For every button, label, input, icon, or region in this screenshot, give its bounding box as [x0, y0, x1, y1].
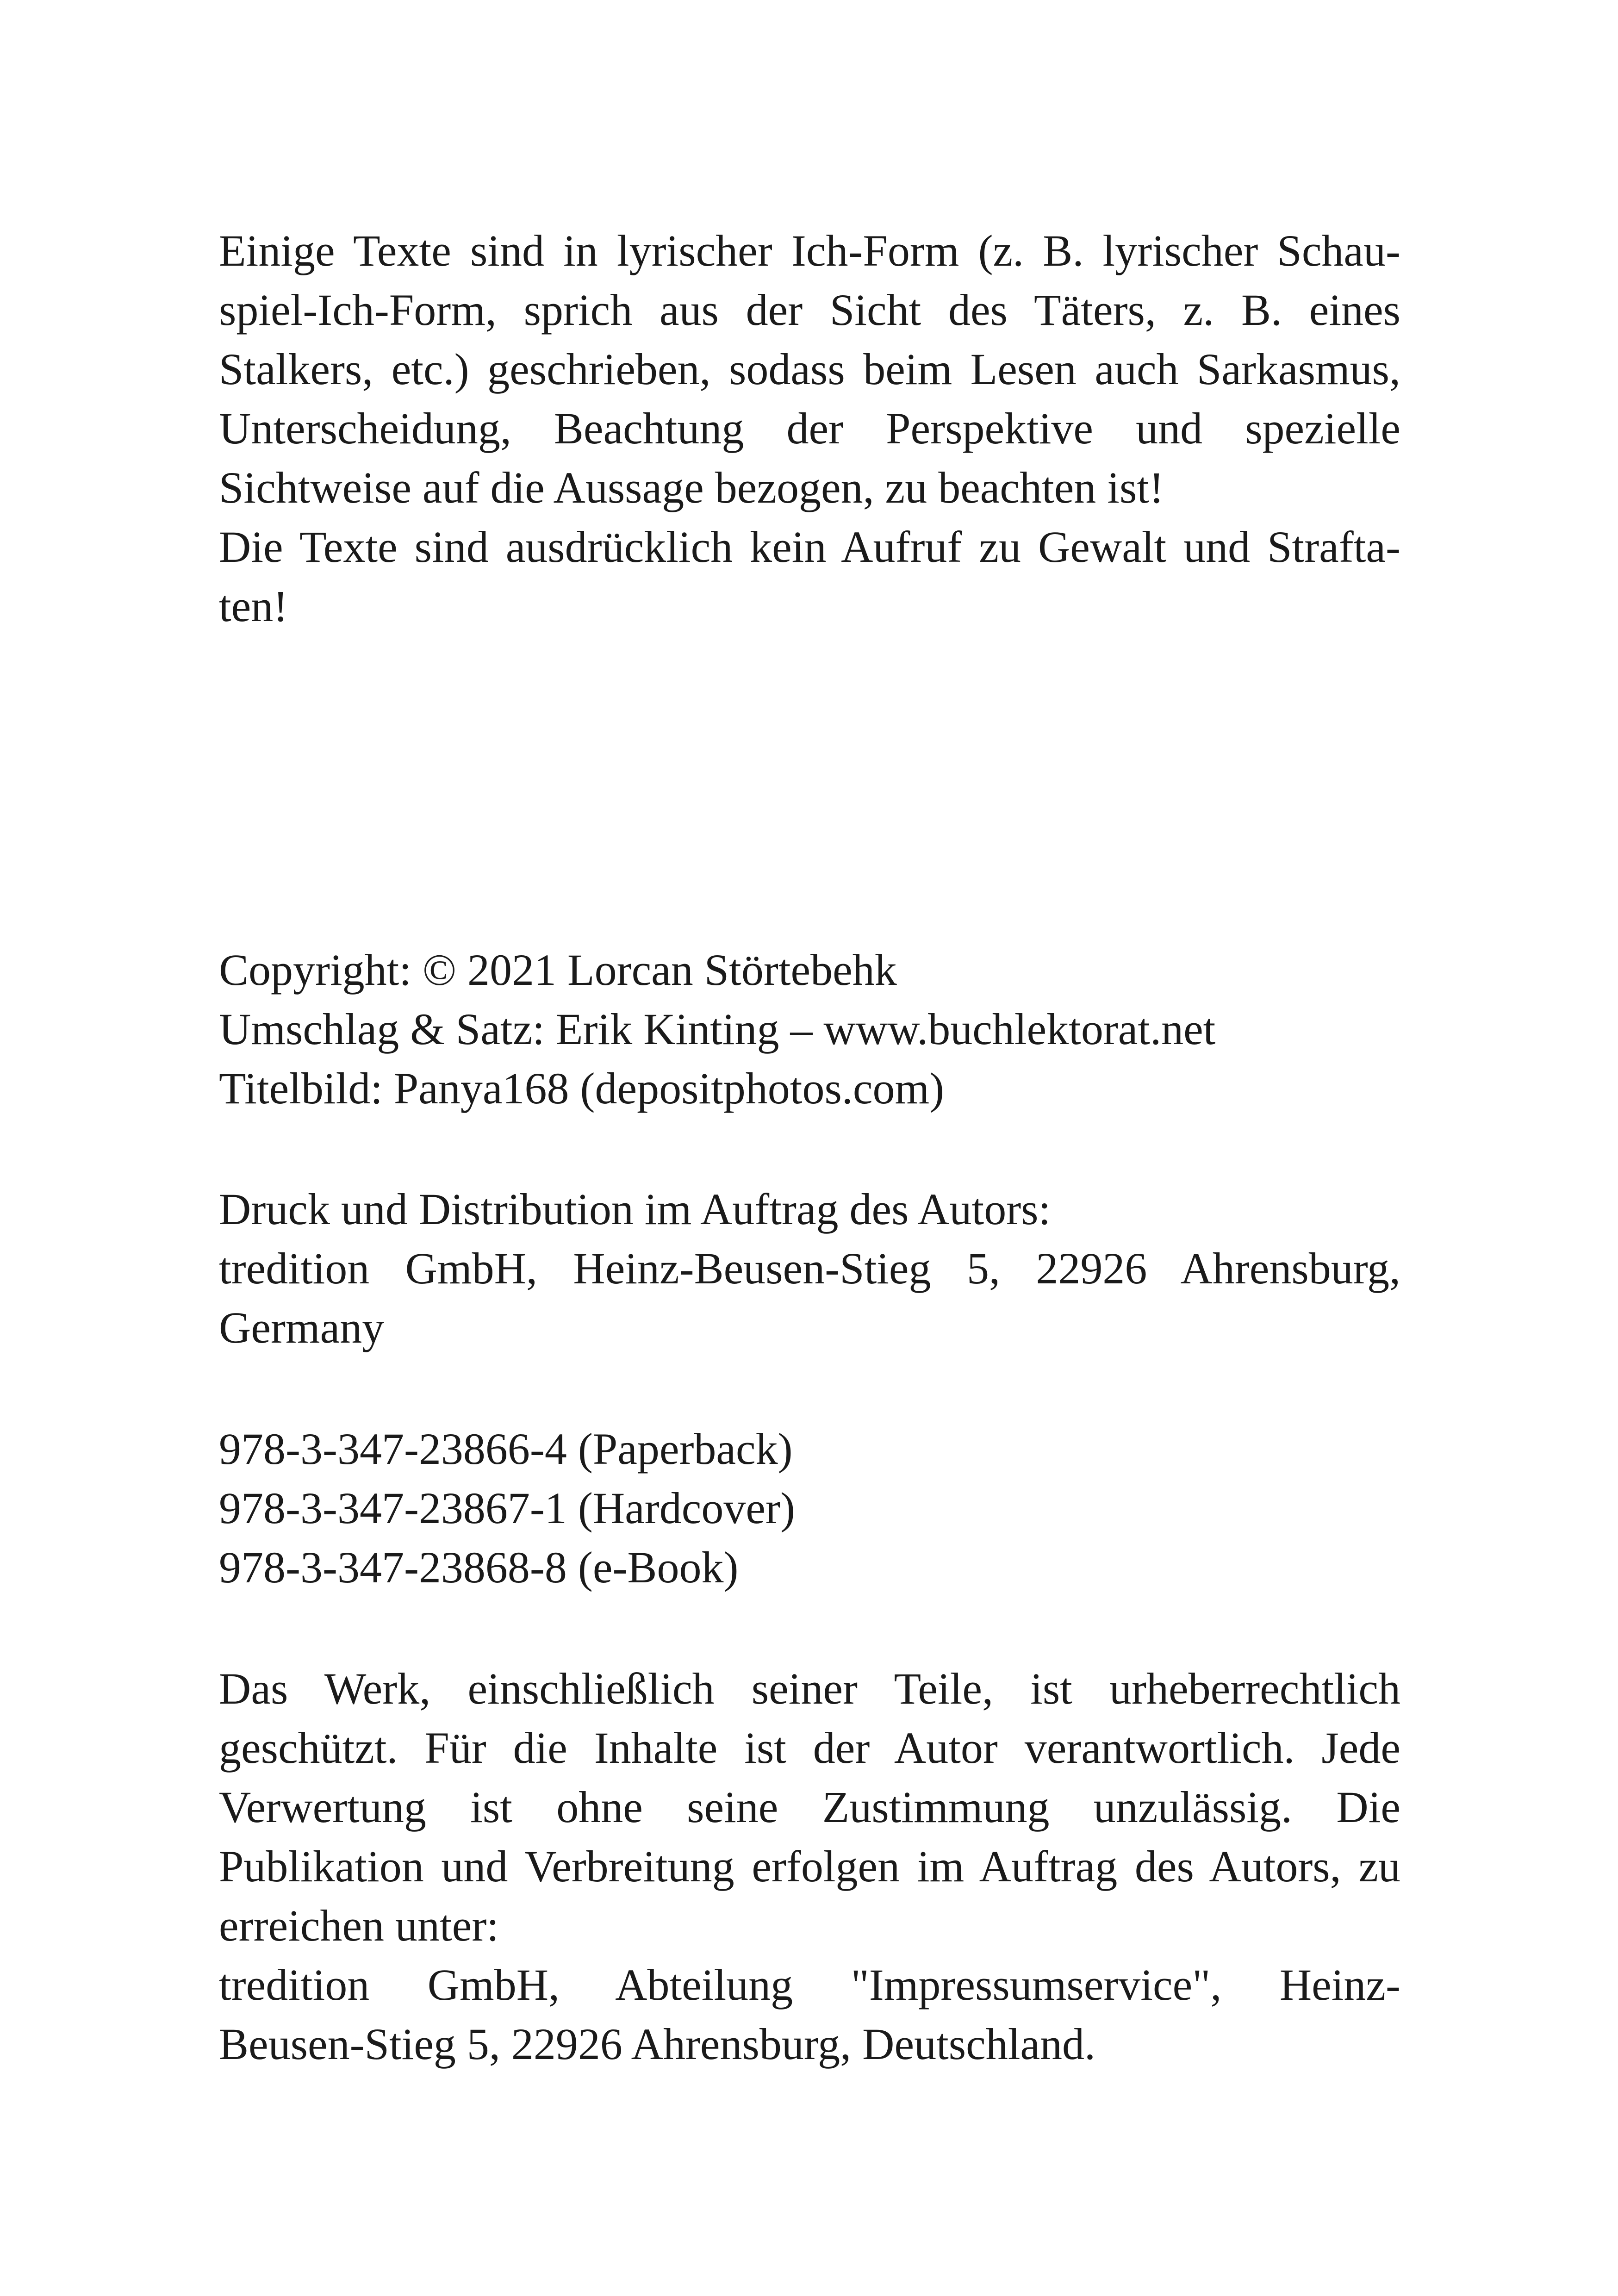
- publisher-address-line-1: tredition GmbH, Heinz-Beusen-Stieg 5, 22926 Ahrensburg,: [219, 1244, 1400, 1293]
- disclaimer-line-2: spiel-Ich-Form, sprich aus der Sicht des Täters, z. B. eines: [219, 285, 1400, 335]
- disclaimer-line-1: Einige Texte sind in lyrischer Ich-Form (z. B. lyrischer Schau-: [219, 226, 1400, 275]
- legal-line-4: Publikation und Verbreitung erfolgen im Auftrag des Autors, zu: [219, 1842, 1400, 1891]
- disclaimer-paragraph: [219, 221, 1400, 636]
- isbn-ebook: 978-3-347-23868-8 (e-Book): [219, 1543, 739, 1592]
- credits-block: [219, 940, 1400, 1118]
- legal-line-7: Beusen-Stieg 5, 22926 Ahrensburg, Deutschland.: [219, 2019, 1095, 2069]
- legal-line-1: Das Werk, einschließlich seiner Teile, ist urheberrechtlich: [219, 1664, 1400, 1713]
- legal-line-6: tredition GmbH, Abteilung "Impressumservice", Heinz-: [219, 1960, 1400, 2010]
- legal-line-5: erreichen unter:: [219, 1901, 499, 1950]
- disclaimer-line-6: Die Texte sind ausdrücklich kein Aufruf zu Gewalt und Strafta-: [219, 522, 1400, 572]
- title-image-credit-line: Titelbild: Panya168 (depositphotos.com): [219, 1064, 945, 1113]
- disclaimer-line-4: Unterscheidung, Beachtung der Perspektive und spezielle: [219, 404, 1400, 453]
- print-heading: Druck und Distribution im Auftrag des Autors:: [219, 1184, 1051, 1234]
- isbn-block: [219, 1419, 1400, 1597]
- disclaimer-line-3: Stalkers, etc.) geschrieben, sodass beim Lesen auch Sarkasmus,: [219, 344, 1400, 394]
- disclaimer-line-5: Sichtweise auf die Aussage bezogen, zu beachten ist!: [219, 463, 1164, 512]
- legal-line-2: geschützt. Für die Inhalte ist der Autor verantwortlich. Jede: [219, 1723, 1400, 1773]
- copyright-line: Copyright: © 2021 Lorcan Störtebehk: [219, 945, 897, 995]
- publisher-address-line-2: Germany: [219, 1303, 385, 1352]
- print-distribution-block: [219, 1180, 1400, 1357]
- legal-notice-paragraph: [219, 1659, 1400, 2074]
- isbn-paperback: 978-3-347-23866-4 (Paperback): [219, 1424, 793, 1474]
- disclaimer-line-7: ten!: [219, 581, 288, 631]
- isbn-hardcover: 978-3-347-23867-1 (Hardcover): [219, 1483, 795, 1533]
- cover-credit-line: Umschlag & Satz: Erik Kinting – www.buchlektorat.net: [219, 1004, 1216, 1054]
- legal-line-3: Verwertung ist ohne seine Zustimmung unzulässig. Die: [219, 1782, 1400, 1832]
